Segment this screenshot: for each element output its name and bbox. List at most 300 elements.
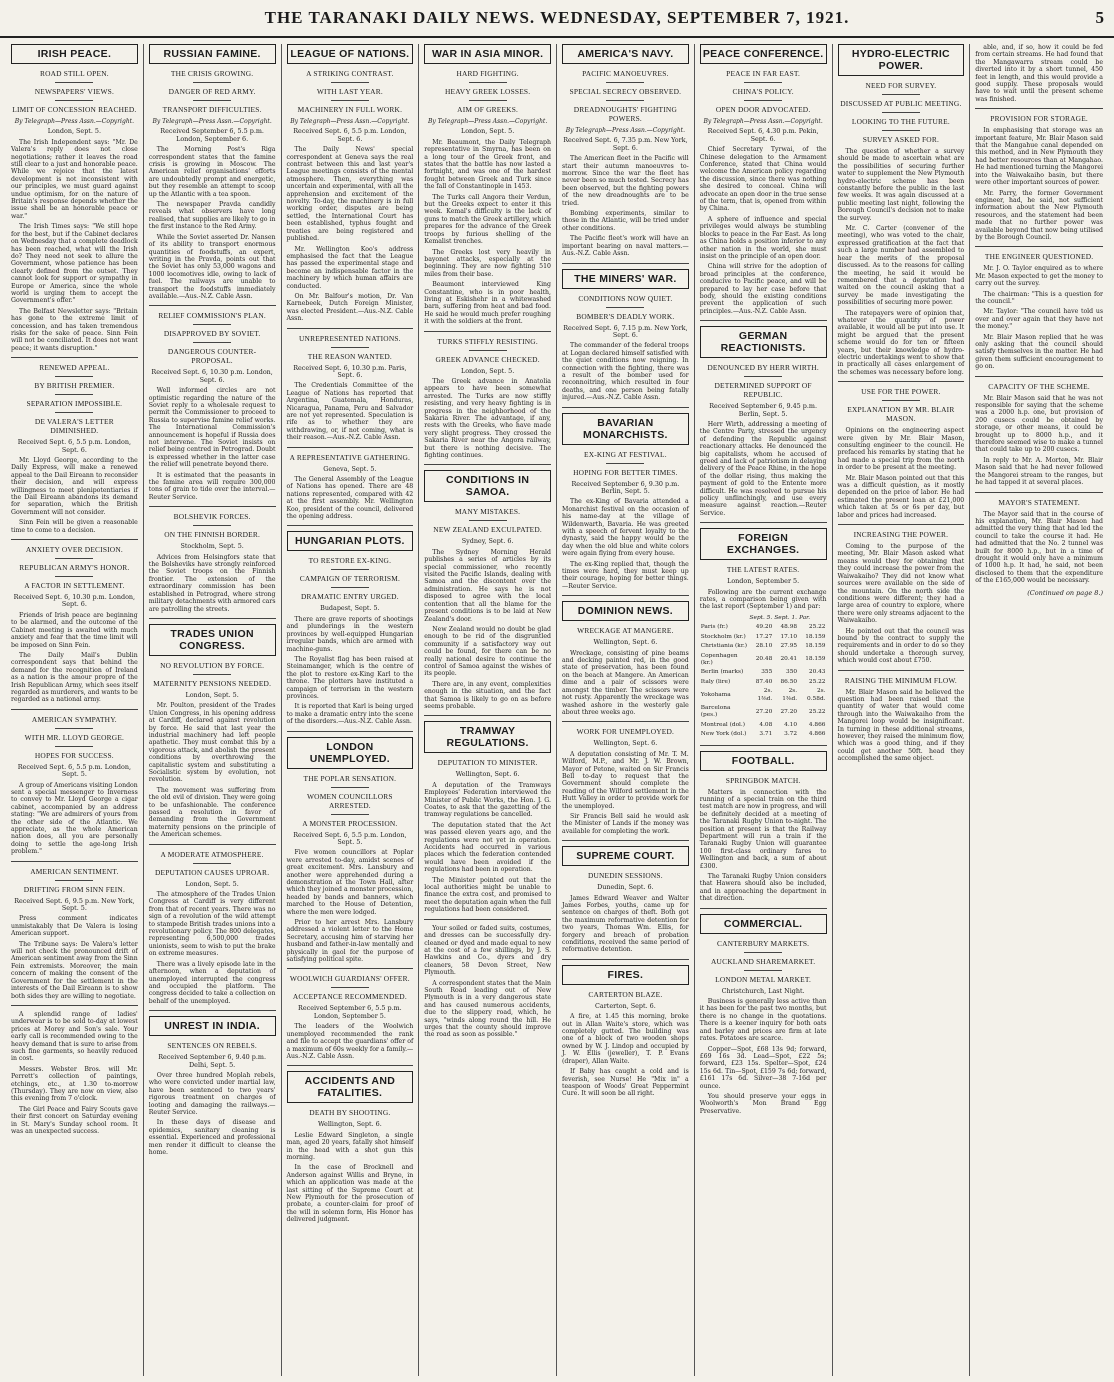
column-1 [6, 44, 144, 1376]
article-dateline: London, Sept. 5. [460, 127, 515, 136]
column-4 [419, 44, 557, 1376]
article-paragraph: James Edward Weaver and Walter James Forbes, youths, came up for sentence on charges of theft. Both got the maximum reformative detention for two years, Thomas Wm. Ellis, for forgery and breach of probation conditions, received the same period of reformative detention. [562, 894, 689, 954]
article-separator [975, 376, 1103, 377]
article [149, 44, 276, 300]
article-paragraph: Business is generally less active than it has been for the past two months, but there is no change in the quotations. There is a keener inquiry for both oats and barley and prices are firm at late rates. Potatoes are scarce. [699, 998, 827, 1043]
columns [6, 44, 1108, 1376]
article-dateline: Sydney, Sept. 6. [461, 537, 514, 546]
article [424, 721, 551, 913]
table-row [700, 730, 827, 739]
article-paragraph: A splendid range of ladies' underwear is to be sold to-day at lowest prices at Morey and Son's sale. Your early call is recommended owing to the heavy demand that is sure to arise from such fine garments, so heavily reduced in cost. [11, 1010, 138, 1063]
article [838, 387, 965, 519]
article [562, 846, 689, 954]
divider-rule [882, 130, 920, 131]
table-cell: Copenhagen (kr.) [700, 652, 738, 666]
article-separator [424, 715, 551, 716]
divider-rule [55, 558, 93, 559]
table-cell: 4.10 [784, 721, 798, 728]
divider-rule [55, 412, 93, 413]
article-separator [287, 731, 414, 732]
article-paragraph: A group of Americans visiting London sent a special messenger to Inverness to convey to Mr. Lloyd George a cigar cabinet, accompanied by an address stating: "We are admirers of yours from the other side of the Atlantic. We appreciate, as the whole American nation does, all you are personally doing to settle the age-long Irish problem." [11, 781, 138, 856]
article-subheading: EXPLANATION BY MR. BLAIR MASON. [847, 405, 955, 424]
article-paragraph: Prior to her arrest Mrs. Lansbury addressed a violent letter to the Home Secretary, accusing him of starving her husband and father-in-law mentally and physically in gaol for the purpose of satisfying political spite. [286, 919, 414, 964]
article-subheading: GREEK ADVANCE CHECKED. [435, 354, 540, 364]
article-paragraph: Your soiled or faded suits, costumes, and dresses can be successfully dry-cleaned or dyed and made equal to new at the cost of a few shillings, by J. S. Hawkins and Co., dyers and dry cleaners, 58 Devon Street, New Plymouth. [424, 924, 551, 977]
article-dateline: Stockholm, Sept. 5. [180, 542, 244, 551]
article-subheading: SURVEY ASKED FOR. [862, 135, 939, 144]
article-subheading: AMERICAN SYMPATHY. [31, 714, 117, 724]
article-paragraph: Mr. Blair Mason said that he was not responsible for saying that the scheme was a 2000 h.p. one, but provision of 200 cusecs could be obtained by storage, or other means, it could be brought up to 8000 h.p., and it therefore seemed wise to make a tunnel that could take up to 200 cusecs. [975, 394, 1103, 454]
article-subheading: A STRIKING CONTRAST. [306, 69, 394, 78]
article-paragraph: Mr. Beaumont, the Daily Telegraph representative in Smyrna, has been on a long tour of the Greek front, and states that the battle has now lasted a fortnight, and was one of the hardest fought between Greek and Turk since the fall of Constantinople in 1453. [424, 138, 551, 191]
divider-rule [331, 82, 369, 83]
article-dateline: Budapest, Sept. 5. [320, 604, 380, 613]
article-paragraph: The movement was suffering from the old evil of division. They were going to be unfashionable. The conference passed a resolution in favor of demanding from the Government maternity pensions on the principle of the American schemes. [148, 786, 276, 839]
article-separator [562, 595, 689, 596]
article-byline: By Telegraph—Press Assn.—Copyright. [703, 118, 823, 125]
article-headline: BAVARIAN MONARCHISTS. [562, 413, 689, 445]
article [287, 453, 414, 521]
article-separator [562, 721, 689, 722]
divider-rule [193, 82, 231, 83]
article-separator [149, 1010, 276, 1011]
article-dateline: London, September 5. [727, 577, 800, 586]
article-dateline: London, Sept. 5. [47, 127, 102, 136]
divider-rule [55, 728, 93, 729]
table-cell: 18.159 [805, 656, 826, 663]
table-cell: 3.71 [759, 731, 773, 738]
article-separator [287, 968, 414, 969]
article [975, 44, 1103, 103]
article-paragraph: Messrs. Webster Bros. will Mr. Perrett's collection of paintings, etchings, etc., at 1.30 to-morrow (Thursday). They are now on view, also this evening from 7 o'clock. [11, 1065, 138, 1103]
article-paragraph: Sir Francis Bell said he would ask the Minister of Lands if the money was available for completing the work. [562, 812, 689, 835]
article-subheading: DUNEDIN SESSIONS. [587, 871, 663, 881]
article-dateline: Geneva, Sept. 5. [323, 464, 377, 473]
article-paragraph: If Baby has caught a cold and is feverish, see Nurse! He "Mix in" a teaspoon of Woods' Great Peppermint Cure. It will soon be all right. [562, 1068, 689, 1098]
article-separator [11, 539, 138, 540]
article-paragraph: Opinions on the engineering aspect were given by Mr. Blair Mason, consulting engineer to the council. He prefaced his remarks by stating that he had made a special trip from the north in order to be present at the meeting. [837, 427, 965, 472]
article-dateline: Wellington, Sept. 6. [455, 770, 520, 779]
article [424, 925, 551, 1039]
article-paragraph: The Girl Peace and Fairy Scouts gave their first concert on Saturday evening in St. Mary's Sunday school room. It was an unexpected success. [11, 1105, 138, 1135]
divider-rule [55, 746, 93, 747]
article-headline: PEACE CONFERENCE. [700, 44, 827, 64]
article-subheading: DISCUSSED AT PUBLIC MEETING. [840, 99, 962, 108]
article-paragraph: The Daily News' special correspondent at Geneva says the real contrast between this and last year's League meetings consists of the mental atmosphere. Then, everything was uncertain and experimental, with all the apprehension and excitement of the novelty. To-day, the machinery is in full working order, disputes are being settled, the International Court has been established, typhus fought and treaties are being registered and published. [286, 146, 414, 243]
article [287, 531, 414, 725]
article-subheading: THE ENGINEER QUESTIONED. [984, 252, 1094, 262]
article-separator [287, 525, 414, 526]
table-row [700, 678, 827, 687]
article-dateline: Received Sept. 6, 5.5 p.m. London, Sept. 5. [293, 830, 407, 846]
divider-rule [882, 400, 920, 401]
column-6 [695, 44, 833, 1376]
article-paragraph: The chairman: "This is a question for the council." [975, 290, 1103, 305]
article-headline: TRADES UNION CONGRESS. [149, 624, 276, 656]
article-paragraph: The Turks call Angora their Verdun, but the Greeks expect to enter it this week. Kemal's difficulty is the lack of guns to match the Greek artillery, which prepares for the advance of the Greek troops by furious shelling of the Kemalist trenches. [424, 193, 552, 246]
table-cell: 25.22 [808, 624, 826, 631]
divider-rule [193, 324, 231, 325]
article-paragraph: The Tribune says: De Valera's letter will not check the pronounced drift of American sentiment away from the Sinn Fein extremists. Moreover, the main concern of making the consent of the Government for the settlement in the interests of the Dail Eireann is to show both sides they are willing to negotiate. [11, 940, 138, 1000]
article [700, 528, 827, 739]
article-paragraph: Friends of Irish peace are beginning to be alarmed, and the outcome of the Cabinet meeting is awaited with much anxiety and fear that the time limit will be imposed on Sinn Fein. [11, 611, 138, 649]
article-subheading: WITH MR. LLOYD GEORGE. [24, 732, 125, 742]
article-subheading: LOOKING TO THE FUTURE. [851, 117, 950, 126]
article-paragraph: Press comment indicates unmistakably that De Valera is losing American support. [11, 915, 138, 938]
article-paragraph: Mr. Parry, the former Government engineer, had, he said, not sufficient information about the New Plymouth resources, and the statement had been made that no further power was available beyond that now being utilised by the Borough Council. [975, 189, 1103, 241]
article-subheading: A REPRESENTATIVE GATHERING. [289, 452, 411, 462]
article-paragraph: The ex-King of Bavaria attended a Monarchist festival on the occasion of his name-day at the village of Wildenwarth, Bavaria. He was greeted with a speech of fervent loyalty to the dynasty, said the happy would be the day when the old blue and white colors were again flying from every house. [562, 498, 689, 558]
article-subheading: WOOLWICH GUARDIANS' OFFER. [289, 974, 410, 984]
article-paragraph: The Belfast Newsletter says: "Britain has gone to the extreme limit of concession, and has taken tremendous risks for the sake of peace. Sinn Fein will not be conciliated. It does not want peace; it wants disruption." [11, 307, 138, 352]
article-paragraph: It is estimated that the peasants in the famine area will require 300,000 tons of grain to tide over the interval.—Reuter Service. [148, 471, 276, 501]
table-cell: 27.20 [755, 708, 773, 715]
article-separator [149, 305, 276, 306]
table-cell: 3.72 [784, 731, 798, 738]
article-subheading: CARTERTON BLAZE. [588, 989, 663, 999]
table-cell: 355 [761, 669, 773, 676]
article-subheading: BOMBER'S DEADLY WORK. [576, 311, 675, 321]
article-separator [149, 844, 276, 845]
article [287, 334, 414, 442]
table-cell: 18.159 [805, 643, 826, 650]
article-subheading: ANXIETY OVER DECISION. [25, 545, 123, 555]
divider-rule [55, 394, 93, 395]
page-number: 5 [1095, 8, 1104, 27]
table-header-cell: Sept. 5. [749, 614, 773, 621]
article-dateline: Received September 6, 9.40 p.m. Delhi, Sept. 5. [158, 1053, 266, 1069]
article-separator [424, 464, 551, 465]
article-headline: IRISH PEACE. [11, 44, 138, 64]
article-subheading: DANGEROUS COUNTER-PROPOSAL. [167, 347, 257, 366]
article [11, 715, 138, 856]
article-paragraph: In the case of Brocknell and Anderson against Willis and Bryne, in which an application was made at the last sitting of the Supreme Court at New Plymouth for the prosecution of probate, a counter-claim for proof of the will in solemn form, His Honor has delivered judgment. [286, 1164, 414, 1224]
article-byline: By Telegraph—Press Assn.—Copyright. [290, 118, 410, 125]
divider-rule [193, 100, 231, 101]
article-subheading: DREADNOUGHTS' FIGHTING POWERS. [573, 105, 677, 123]
table-cell: 350 [786, 669, 798, 676]
article [562, 601, 689, 716]
table-row [700, 687, 827, 704]
table-cell: New York (dol.) [700, 731, 747, 738]
article-separator [700, 522, 827, 523]
article [700, 326, 827, 517]
table-cell: 87.40 [755, 678, 773, 685]
article-separator [838, 670, 965, 671]
divider-rule [331, 814, 369, 815]
article-subheading: NO REVOLUTION BY FORCE. [160, 660, 265, 670]
article-dateline: Wellington, Sept. 6. [593, 739, 658, 748]
article-paragraph: The Daily Mail's Dublin correspondent says that behind the demand for the recognition of Ireland as a nation is the amour propre of the Irish Republican Army, which sees itself regarded as murderers, and wants to be regarded as a national army. [11, 651, 138, 704]
article-paragraph: Mr. Blair Mason replied that he was only asking that the council should satisfy themselves in the matter. He had given them sufficient encouragement to go on. [975, 333, 1103, 371]
article-subheading: PROVISION FOR STORAGE. [990, 114, 1088, 124]
article-separator [11, 1005, 138, 1006]
article-subheading: NEW ZEALAND EXCULPATED. [433, 525, 542, 535]
table-cell: 20.41 [780, 656, 798, 663]
article-paragraph: The Morning Post's Riga correspondent states that the famine crisis is growing in Moscow. The American relief organisations' efforts are undoubtedly prompt and energetic, but they resemble an attempt to scoop up the Atlantic with a tea spoon. [148, 146, 276, 198]
table-cell: 4.866 [808, 721, 826, 728]
article-subheading: CAMPAIGN OF TERRORISM. [299, 574, 401, 584]
article-subheading: BOLSHEVIK FORCES. [173, 512, 251, 522]
article-separator [562, 840, 689, 841]
article-paragraph: In these days of disease and epidemics, sanitary cleaning is essential. Experienced and professional men render it difficult to cleanse the home. [148, 1119, 276, 1156]
article-paragraph: Mr. Lloyd George, according to the Daily Express, will make a renewed appeal to the Dail Eireann to reconsider their decision, and will express willingness to meet plenipotentiaries if the Dail Eireann abandons its demand for separation, which the British Government will not consider. [11, 457, 138, 516]
article-separator [700, 745, 827, 746]
article-dateline: Received September 6, 5.5 p.m. London, September 6. [160, 127, 264, 143]
article-headline: UNREST IN INDIA. [149, 1016, 276, 1036]
article [287, 1071, 414, 1223]
article-subheading: HOPES FOR SUCCESS. [34, 750, 114, 760]
article-paragraph: The commander of the federal troops at Logan declared himself satisfied with the quiet conditions now reigning. In connection with the fighting, there was a result of the bomber used for reconnoitring, which resulted in four deaths, and one person being fatally injured.—Aus.-N.Z. Cable Assn. [562, 342, 689, 402]
divider-rule [606, 100, 644, 101]
article-subheading: HARD FIGHTING. [456, 69, 519, 78]
article-paragraph: The Greek advance in Anatolia appears to have been somewhat arrested. The Turks are now stiffly resisting, and very heavy fighting is in progress in the neighborhood of the Sakaria River. The advantage, if any, rests with the Greeks, who have made very slight progress. They crossed the Sakaria River near the Angora railway, but there is nothing decisive. The fighting continues. [424, 377, 551, 460]
article-paragraph: The Irish Independent says: "Mr. De Valera's reply does not close negotiations; rather it leaves the road still clear to a just and honorable peace. While we rejoice that the latest development is not inconsistent with our principles, we must guard against undue optimism, for on the nature of Britain's response depends whether the issue shall be an honorable peace or war." [11, 138, 138, 220]
article-separator [838, 524, 965, 525]
article-subheading: THE CRISIS GROWING. [170, 69, 254, 78]
article-separator [149, 506, 276, 507]
article-headline: AMERICA'S NAVY. [562, 44, 689, 64]
article-byline: By Telegraph—Press Assn.—Copyright. [427, 118, 548, 125]
article-paragraph: The leaders of the Woolwich unemployed recommended the rank and file to accept the guardians' offer of a maximum of 60s weekly for a family.—Aus.-N.Z. Cable Assn. [286, 1023, 414, 1060]
article-paragraph: The Minister pointed out that the local authorities might be unable to finance the extra cost, and promised to meet the deputation again when the full regulations had been considered. [424, 876, 551, 914]
article-separator [700, 908, 827, 909]
article-dateline: Received Sept. 6, 10.30 p.m. London, Sept. 6. [13, 593, 136, 609]
article-headline: COMMERCIAL. [700, 914, 827, 934]
article-paragraph: Following are the current exchange rates, a comparison being given with the last report (September 1) and par: [699, 588, 827, 611]
article-subheading: WRECKAGE AT MANGERE. [577, 626, 674, 636]
divider-rule [606, 463, 644, 464]
article [975, 382, 1103, 487]
article-paragraph: Over three hundred Moplah rebels, who were convicted under martial law, have been sentenced to two years' rigorous treatment on charges of looting and damaging the railways.—Reuter Service. [148, 1071, 276, 1116]
article-headline: HYDRO-ELECTRIC POWER. [838, 44, 965, 76]
article-subheading: NEWSPAPERS' VIEWS. [34, 87, 114, 96]
article-dateline: Received Sept. 6, 10.30 p.m. Paris, Sept. 6. [293, 363, 407, 379]
table-cell: Stockholm (kr.) [700, 633, 746, 640]
article [562, 413, 689, 591]
article-subheading: USE FOR THE POWER. [861, 387, 941, 397]
article [149, 624, 276, 839]
article-paragraph: Sinn Fein will be given a reasonable time to come to a decision. [11, 519, 138, 534]
article-paragraph: Wreckage, consisting of pine beams and decking painted red, in the good state of preservation, has been found on the beach at Mangere. An American dime and a pair of scissors were amongst the timber. The scissors were not rusty. Apparently the wreckage was washed ashore in the westerly gale about three weeks ago. [562, 649, 689, 716]
table-header-row [700, 614, 827, 623]
article-subheading: WITH LAST YEAR. [316, 87, 383, 96]
article-paragraph: The American fleet in the Pacific will start their autumn manoeuvres to-morrow. Since the war the fleet has never been so much tested. Secrecy has been observed, but the fighting powers of the new dreadnoughts are to be tried. [562, 155, 689, 207]
article-separator [975, 108, 1103, 109]
article-headline: RUSSIAN FAMINE. [149, 44, 276, 64]
article-subheading: SPECIAL SECRECY OBSERVED. [569, 87, 682, 96]
article-paragraph: There are grave reports of shootings and plunderings in the western provinces by well-equipped Hungarian irregular bands, which are armed with machine-guns. [286, 615, 414, 653]
article-byline: By Telegraph—Press Assn.—Copyright. [14, 118, 135, 125]
table-cell: 4.866 [808, 731, 826, 738]
article-paragraph: A correspondent states that the Main South Road leading out of New Plymouth is in a very dangerous state and has caused numerous accidents, due to the slippery road, which, he says, "winds along round the hill. He urges that the county should improve the road as soon as possible." [424, 979, 551, 1039]
article-headline: CONDITIONS IN SAMOA. [424, 470, 551, 502]
column-8 [970, 44, 1108, 1376]
article-paragraph: On Mr. Balfour's motion, Dr. Van Karnebeek, Dutch Foreign Minister, was elected President.—Aus.-N.Z. Cable Assn. [286, 292, 414, 323]
article-subheading: TRANSPORT DIFFICULTIES. [162, 105, 262, 114]
table-cell: Paris (fr.) [700, 624, 728, 631]
divider-rule [331, 569, 369, 570]
article-subheading: RENEWED APPEAL. [39, 363, 110, 373]
article-headline: FOREIGN EXCHANGES. [700, 528, 827, 560]
article-subheading: NEED FOR SURVEY. [865, 81, 937, 90]
article-dateline: Christchurch, Last Night. [721, 986, 805, 995]
article-subheading: CAPACITY OF THE SCHEME. [988, 381, 1090, 391]
article-dateline: Received Sept. 6, 5.5 p.m. London, Sept. 6. [17, 438, 131, 454]
table-row [700, 668, 827, 677]
divider-rule [744, 100, 782, 101]
article-subheading: DANGER OF RED ARMY. [168, 87, 256, 96]
article-dateline: Wellington, Sept. 6. [318, 1120, 382, 1129]
table-row [700, 652, 827, 669]
article-paragraph: The General Assembly of the League of Nations has opened. There are 48 nations represented, compared with 42 at the first assembly. Mr. Wellington Koo, president of the council, delivered the opening address. [286, 476, 414, 521]
column-3 [282, 44, 420, 1376]
article-paragraph: Mr. Taylor: "The council have told us over and over again that they have not the money." [975, 308, 1103, 331]
article-subheading: DISAPPROVED BY SOVIET. [163, 329, 261, 339]
article-subheading: ROAD STILL OPEN. [39, 69, 109, 78]
article-subheading: HEAVY GREEK LOSSES. [444, 87, 531, 96]
table-row [700, 633, 827, 642]
article [562, 965, 689, 1098]
article-dateline: London, Sept. 5. [185, 879, 239, 888]
divider-rule [55, 376, 93, 377]
article-paragraph: The ex-King replied that, though the times were hard, they must keep up their courage, hoping for better things.—Reuter Service. [562, 560, 689, 590]
article-subheading: WORK FOR UNEMPLOYED. [576, 727, 675, 737]
article [838, 676, 965, 763]
article-dateline: Received Sept. 6, 7.35 p.m. New York, Sept. 6. [563, 136, 688, 152]
article-subheading: AIM OF GREEKS. [457, 105, 519, 114]
article-subheading: MACHINERY IN FULL WORK. [297, 105, 403, 114]
article-subheading: MAYOR'S STATEMENT. [998, 497, 1080, 507]
table-cell: 20.43 [808, 669, 826, 676]
table-cell: Barcelona (pes.) [700, 704, 731, 719]
article [700, 44, 827, 315]
article [562, 727, 689, 835]
article-dateline: Received September 6, 5.5 p.m. London, September 5. [298, 1004, 402, 1020]
article-paragraph: New Zealand would no doubt be glad enough to be rid of the disgruntled community if a satisfactory way out could be found, for there can be no really national desire to continue the control of Samoa against the wishes of its people. [424, 625, 551, 678]
divider-rule [193, 525, 231, 526]
article-headline: GERMAN REACTIONISTS. [700, 326, 827, 358]
divider-rule [331, 100, 369, 101]
article-subheading: DETERMINED SUPPORT OF REPUBLIC. [714, 381, 812, 400]
article [424, 470, 551, 710]
article-subheading: DENOUNCED BY HERR WIRTH. [707, 363, 819, 373]
article-separator [975, 246, 1103, 247]
article-paragraph: Beaumont interviewed King Constantine, who is in poor health, living at Eskishehr in a whitewashed barn, suffering from heat and bad food. He said he would much prefer roughing it with the soldiers at the front. [424, 281, 551, 326]
table-header-cell: Sept. 1. [774, 614, 797, 621]
table-cell: Yokohama [700, 691, 731, 698]
article-paragraph: In emphasising that storage was an important feature, Mr. Blair Mason said that the Mangahue canal depended on this method, and in New Plymouth they had better resources than at Mangahao. He had mentioned turning the Mangorei into the Waiwakaiho basin, but there were other important sources of power. [975, 127, 1103, 187]
divider-rule [606, 307, 644, 308]
divider-rule [193, 674, 231, 675]
article-separator [149, 618, 276, 619]
article-dateline: Received Sept. 6, 7.15 p.m. New York, Sept. 6. [563, 323, 688, 339]
article [149, 512, 276, 613]
article-headline: DOMINION NEWS. [562, 601, 689, 621]
article-headline: WAR IN ASIA MINOR. [424, 44, 551, 64]
exchange-rates-table [700, 614, 827, 740]
article-dateline: Received September 6, 9.30 p.m. Berlin, Sept. 5. [571, 479, 680, 495]
table-cell: Montreal (dol.) [700, 721, 746, 728]
article-separator [424, 331, 551, 332]
article-paragraph: Well informed circles are not optimistic regarding the nature of the Soviet reply to a wholesale request to permit the Commissioner to proceed to Russia to supervise famine relief works. The International Commission's announcement is hopeful if Russia does not intervene. The Soviet insists on relief being centred in Petrograd. Doubt is expressed whether in the latter case the relief will penetrate beyond there. [148, 387, 276, 469]
article-paragraph: There was a lively episode late in the afternoon, when a deputation of unemployed interrupted the congress and occupied the platform. The congress decided to take a collection on behalf of the unemployed. [148, 960, 276, 1005]
article-dateline: London, Sept. 5. [460, 366, 515, 375]
article-paragraph: Coming to the purpose of the meeting, Mr. Blair Mason asked what means would they for obtaining that they could increase the power from the Waiwakaiho? They did not know what sources were available on the side of the mountain. On the north side the conditions were different; they had a large area of country to explore, where there were only streams adjacent to the Waiwakaiho. [837, 543, 965, 625]
divider-rule [882, 94, 920, 95]
article-dateline: Received Sept. 6, 4.30 p.m. Pekin, Sept. 6. [707, 127, 819, 143]
article-headline: TRAMWAY REGULATIONS. [424, 721, 551, 753]
table-cell: Italy (lire) [700, 678, 731, 685]
article-paragraph: A deputation of the Tramways Employees' Federation interviewed the Minister of Public Works, the Hon. J. G. Coates, to ask that the gazetting of the tramway regulations be cancelled. [424, 781, 551, 819]
article-subheading: SEPARATION IMPOSSIBLE. [26, 399, 123, 409]
article-subheading: SPRINGBOK MATCH. [725, 775, 801, 785]
divider-rule [469, 350, 507, 351]
article [149, 850, 276, 1006]
table-cell: 17.27 [755, 633, 773, 640]
article-paragraph: Mr. Poulton, president of the Trades Union Congress, in his opening address at Cardiff, declared against revolution by force. He said that last year the industrial machinery had left people apathetic. They must combat this by a vigorous attack, and abolish the present conditions by overthrowing the capitalistic system and substituting a Socialistic system by evolution, not revolution. [148, 702, 276, 784]
masthead [0, 8, 1114, 38]
article-dateline: Carterton, Sept. 6. [595, 1001, 656, 1010]
article-subheading: ON THE FINNISH BORDER. [164, 530, 261, 540]
article [838, 44, 965, 376]
divider-rule [744, 82, 782, 83]
column-2 [144, 44, 282, 1376]
divider-rule [331, 987, 369, 988]
article-subheading: A FACTOR IN SETTLEMENT. [24, 581, 125, 591]
article-headline: FIRES. [562, 965, 689, 985]
article-byline: By Telegraph—Press Assn.—Copyright. [152, 118, 272, 125]
divider-rule [469, 520, 507, 521]
table-cell: 28.10 [755, 643, 773, 650]
article-subheading: TURKS STIFFLY RESISTING. [437, 336, 538, 346]
continued-note: (Continued on page 8.) [1027, 588, 1103, 597]
article-paragraph: The Mayor said that in the course of his explanation, Mr. Blair Mason had admitted the very thing that had led the council to take the course it had. He had admitted that the No. 2 tunnel was built for 8000 h.p., but in a time of drought it would only have a minimum of 1000 h.p. It had, he said, not been disclosed to them that the expenditure of the £165,000 would be necessary. [975, 510, 1103, 585]
article [11, 1011, 138, 1136]
article-paragraph: The Pacific fleet's work will have an important bearing on naval matters.—Aus.-N.Z. Cable Assn. [562, 235, 689, 258]
table-cell: 4.08 [759, 721, 773, 728]
article-subheading: MATERNITY PENSIONS NEEDED. [153, 678, 272, 688]
divider-rule [331, 787, 369, 788]
article-subheading: TO RESTORE EX-KING. [308, 556, 392, 566]
article-subheading: RAISING THE MINIMUM FLOW. [844, 675, 957, 685]
article [975, 252, 1103, 370]
article-paragraph: The atmosphere of the Trades Union Congress at Cardiff is very different from that of recent years. There was no sign of a revolution of the wild attempt to stampede British trades unions into a revolutionary policy. The 800 delegates, representing 6,500,000 trades unionists, seem to wish to put the brake on extreme measures. [148, 891, 276, 958]
article-paragraph: Herr Wirth, addressing a meeting of the Centre Party, stressed the urgency of defending the Republic against reactionary attacks. He denounced the big capitalists, whom he accused of greed and lack of patriotism in delaying delivery of the Peace Rhine, in the hope of the dollar rising, thus making the payment of gold to the Entente more difficult. He was resolved to pursue his policy unflinchingly, and use every measure against reaction.—Reuter Service. [699, 420, 827, 517]
article-separator [11, 709, 138, 710]
article-headline: HUNGARIAN PLOTS. [287, 531, 414, 551]
article-subheading: DRAMATIC ENTRY URGED. [301, 592, 399, 602]
table-cell: 2s. 0.58d. [807, 688, 826, 702]
table-cell: 20.48 [755, 656, 773, 663]
divider-rule [882, 112, 920, 113]
article-subheading: DEATH BY SHOOTING. [309, 1108, 391, 1118]
article [424, 44, 551, 326]
article-byline: By Telegraph—Press Assn.—Copyright. [565, 127, 686, 134]
article-subheading: RELIEF COMMISSION'S PLAN. [158, 311, 266, 321]
article-paragraph: The Sydney Morning Herald publishes a series of articles by its special commissioner, who recently visited the Pacific Islands, dealing with Samoa and the discontent over the administration. He says he is not disposed to agree with the local contention that all the blame for the present conditions is to be laid at New Zealand's door. [424, 548, 551, 623]
article-paragraph: China will strive for the adoption of broad principles at the conference, conducive to Pacific peace, and will be prepared to lay her case before that body, should the existing conditions prevent the application of such principles.—Aus.-N.Z. Cable Assn. [699, 263, 827, 315]
divider-rule [606, 82, 644, 83]
divider-rule [193, 342, 231, 343]
table-row [700, 721, 827, 730]
article [149, 311, 276, 501]
article-subheading: UNREPRESENTED NATIONS. [299, 333, 401, 343]
table-cell: 18.159 [805, 633, 826, 640]
article [838, 530, 965, 665]
article [975, 498, 1103, 585]
article-paragraph: The Greeks lost very heavily in bayonet attacks, especially at the beginning. They are now fighting 510 miles from their base. [424, 248, 551, 278]
